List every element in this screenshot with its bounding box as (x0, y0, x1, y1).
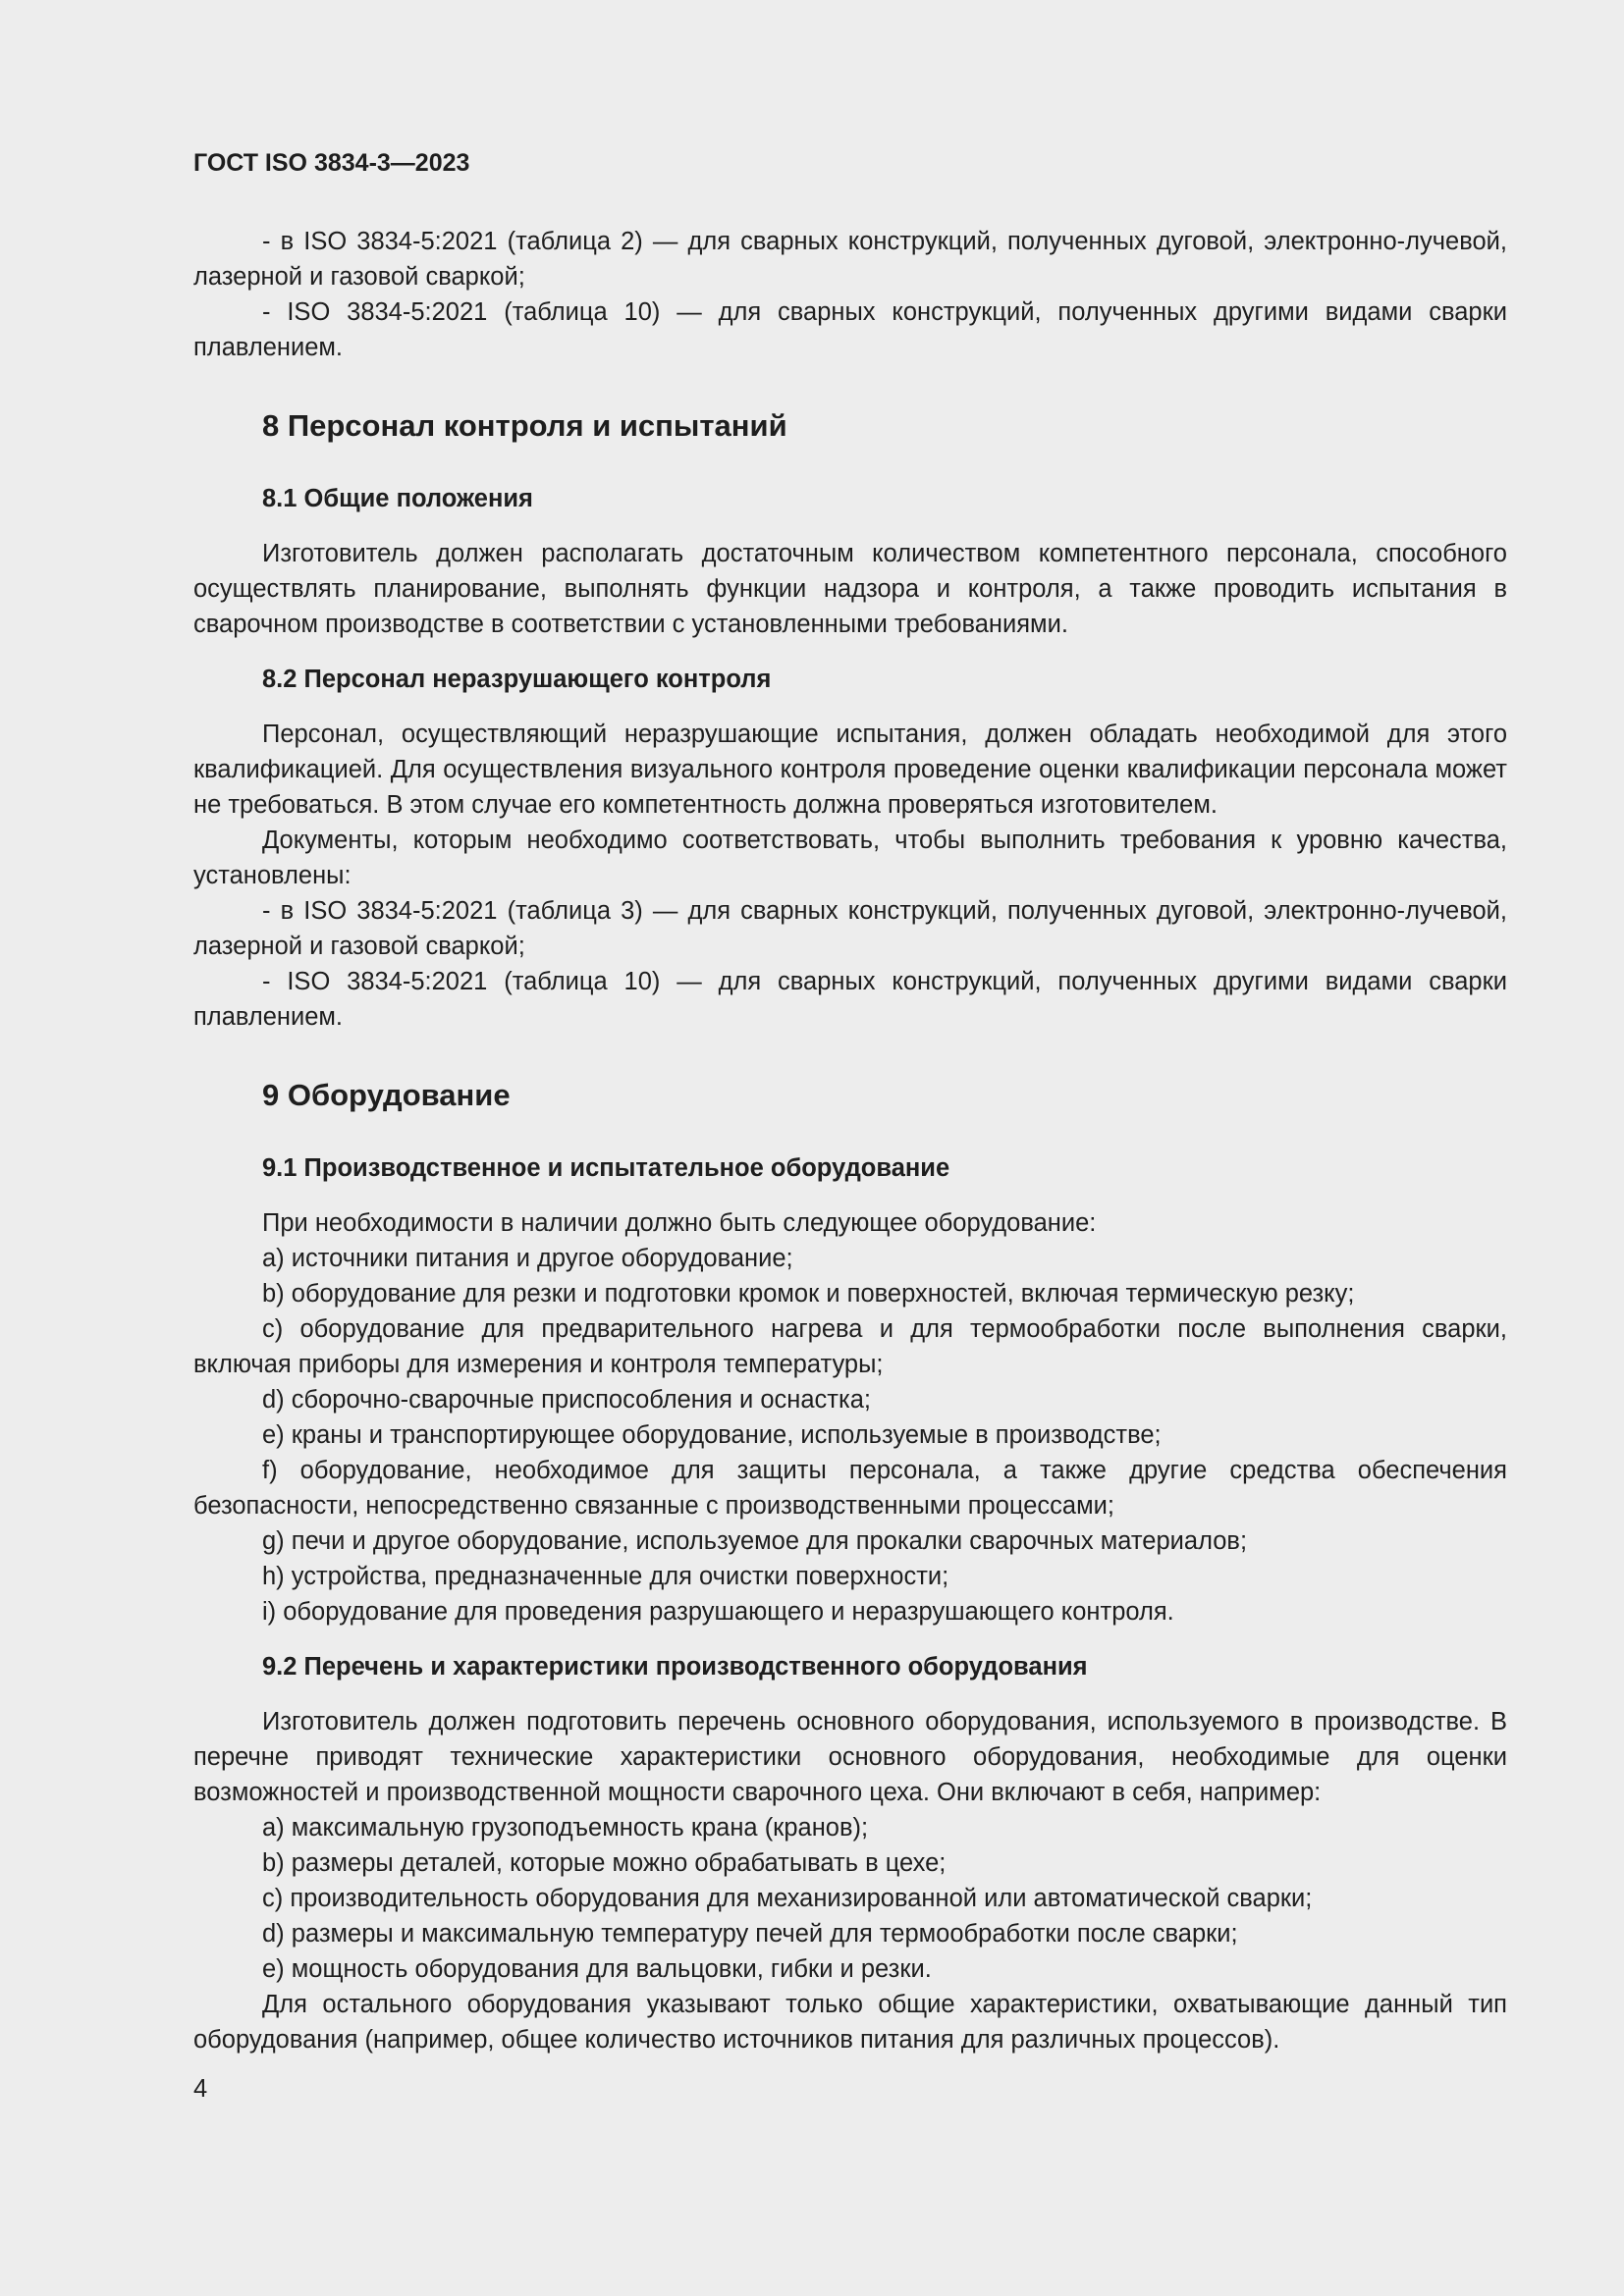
section-8-2-paragraph-2: Документы, которым необходимо соответствовать, чтобы выполнить требования к уровню качества, установлены: (193, 827, 1507, 889)
intro-paragraph-1: - в ISO 3834-5:2021 (таблица 2) — для сварных конструкций, полученных дуговой, электронно-лучевой, лазерной и газовой сваркой; (193, 228, 1507, 291)
section-8-2-paragraph-3: - в ISO 3834-5:2021 (таблица 3) — для сварных конструкций, полученных дуговой, электронно-лучевой, лазерной и газовой сваркой; (193, 897, 1507, 960)
section-8-1-paragraph: Изготовитель должен располагать достаточным количеством компетентного персонала, способного осуществлять планирование, выполнять функции надзора и контроля, а также проводить испытания в сварочном производстве в соответствии с установленными требованиями. (193, 540, 1507, 638)
document-page (193, 145, 1507, 2057)
list-item: a) максимальную грузоподъемность крана (кранов); (262, 1814, 869, 1842)
section-8-1-title: 8.1 Общие положения (262, 485, 533, 512)
section-8-title: 8 Персонал контроля и испытаний (262, 408, 787, 443)
list-item: b) размеры деталей, которые можно обрабатывать в цехе; (262, 1849, 947, 1877)
list-item: c) оборудование для предварительного нагрева и для термообработки после выполнения сварки, включая приборы для измерения и контроля температуры; (193, 1315, 1507, 1378)
list-item: d) сборочно-сварочные приспособления и оснастка; (262, 1386, 871, 1414)
list-item: f) оборудование, необходимое для защиты персонала, а также другие средства обеспечения безопасности, непосредственно связанные с производственными процессами; (193, 1457, 1507, 1520)
list-item: e) краны и транспортирующее оборудование, используемые в производстве; (262, 1421, 1162, 1449)
intro-paragraph-2: - ISO 3834-5:2021 (таблица 10) — для сварных конструкций, полученных другими видами сварки плавлением. (193, 298, 1507, 361)
section-9-title: 9 Оборудование (262, 1078, 511, 1112)
document-code: ГОСТ ISO 3834-3—2023 (193, 149, 470, 177)
section-8-2-paragraph-4: - ISO 3834-5:2021 (таблица 10) — для сварных конструкций, полученных другими видами сварки плавлением. (193, 968, 1507, 1031)
list-item: g) печи и другое оборудование, используемое для прокалки сварочных материалов; (262, 1527, 1248, 1555)
list-item: h) устройства, предназначенные для очистки поверхности; (262, 1563, 949, 1590)
section-9-2-paragraph-1: Изготовитель должен подготовить перечень основного оборудования, используемого в производстве. В перечне приводят технические характеристики основного оборудования, необходимые для оценки возможностей и производственной мощности сварочного цеха. Они включают в себя, например: (193, 1708, 1507, 1806)
section-9-1-title: 9.1 Производственное и испытательное оборудование (262, 1154, 950, 1182)
section-8-2-paragraph-1: Персонал, осуществляющий неразрушающие испытания, должен обладать необходимой для этого квалификацией. Для осуществления визуального контроля проведение оценки квалификации персонала может не требоваться. В этом случае его компетентность должна проверяться изготовителем. (193, 721, 1507, 819)
section-8-2-title: 8.2 Персонал неразрушающего контроля (262, 666, 772, 693)
list-item: e) мощность оборудования для вальцовки, гибки и резки. (262, 1955, 932, 1983)
section-9-2-title: 9.2 Перечень и характеристики производственного оборудования (262, 1653, 1088, 1681)
page-number: 4 (193, 2075, 208, 2103)
list-item: a) источники питания и другое оборудование; (262, 1245, 793, 1272)
section-9-2-paragraph-2: Для остального оборудования указывают только общие характеристики, охватывающие данный тип оборудования (например, общее количество источников питания для различных процессов). (193, 1991, 1507, 2054)
list-item: c) производительность оборудования для механизированной или автоматической сварки; (262, 1885, 1313, 1912)
list-item: b) оборудование для резки и подготовки кромок и поверхностей, включая термическую резку; (262, 1280, 1355, 1308)
list-item: i) оборудование для проведения разрушающего и неразрушающего контроля. (262, 1598, 1174, 1626)
section-9-1-paragraph: При необходимости в наличии должно быть следующее оборудование: (262, 1209, 1097, 1237)
list-item: d) размеры и максимальную температуру печей для термообработки после сварки; (262, 1920, 1238, 1948)
